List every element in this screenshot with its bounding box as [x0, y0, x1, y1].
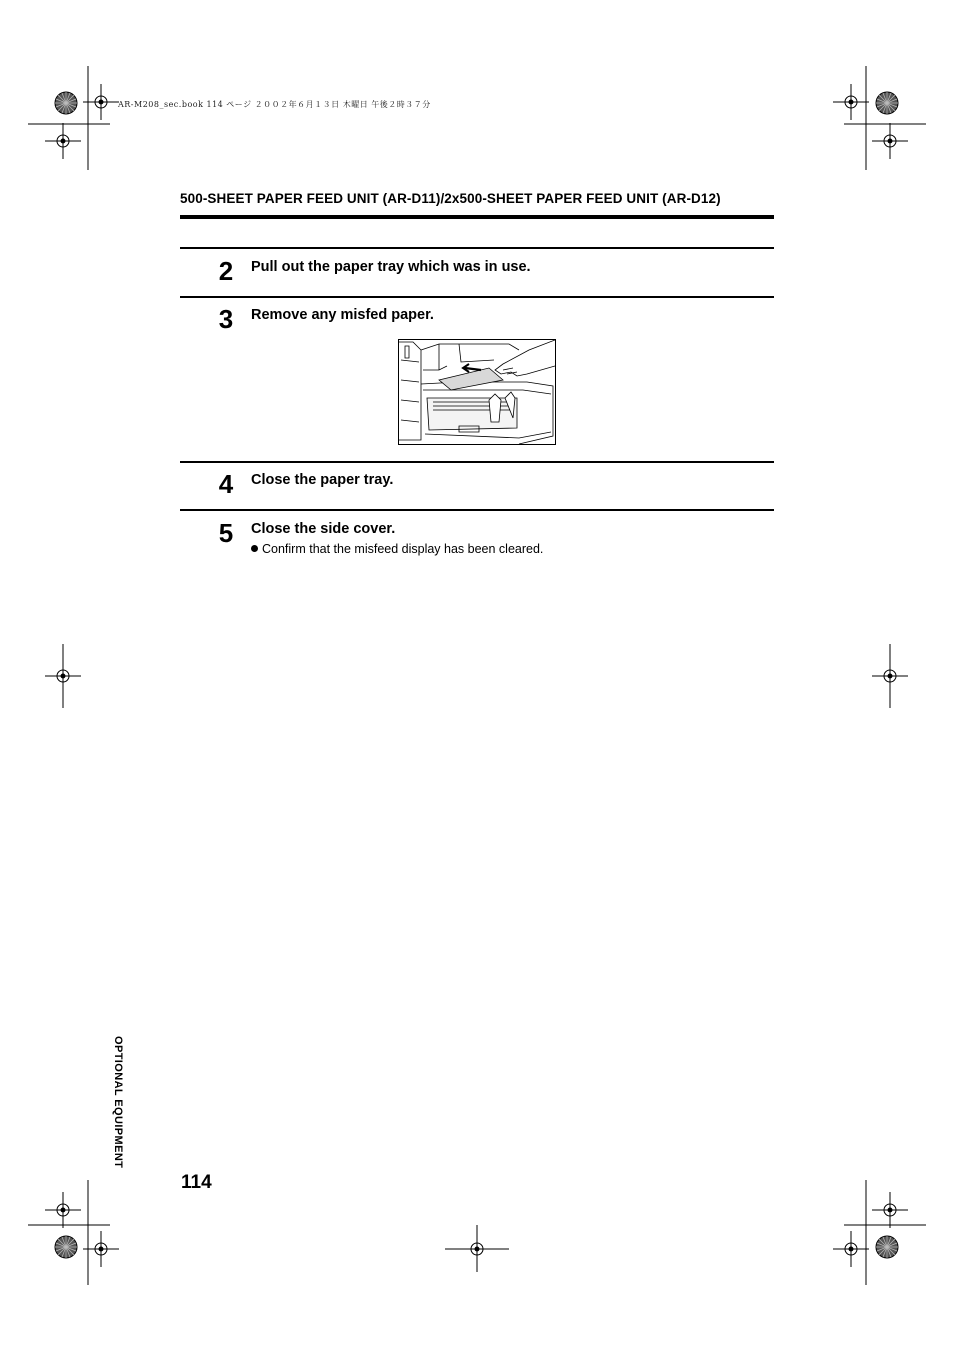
step-divider	[180, 461, 774, 463]
step-number: 5	[218, 518, 234, 548]
step-divider	[180, 296, 774, 298]
section-side-label: OPTIONAL EQUIPMENT	[112, 1036, 124, 1169]
step-instruction: Pull out the paper tray which was in use.	[251, 259, 531, 275]
step-divider	[180, 509, 774, 511]
step-instruction: Close the side cover.	[251, 521, 396, 537]
misfed-paper-illustration	[398, 339, 556, 445]
step-note	[251, 542, 543, 556]
step-instruction: Remove any misfed paper.	[251, 307, 434, 323]
page-header-title: 500-SHEET PAPER FEED UNIT (AR-D11)/2x500-SHEET PAPER FEED UNIT (AR-D12)	[180, 191, 721, 206]
step-number: 3	[218, 304, 234, 334]
step-number: 4	[218, 469, 234, 499]
step-instruction: Close the paper tray.	[251, 472, 394, 488]
step-note-text: Confirm that the misfeed display has been cleared.	[262, 542, 544, 556]
page-number: 114	[181, 1172, 212, 1193]
header-rule	[180, 215, 774, 219]
step-number: 2	[218, 256, 234, 286]
print-info: AR-M208_sec.book 114 ページ ２００２年６月１３日 木曜日 午後２時３７分	[118, 100, 431, 109]
step-divider	[180, 247, 774, 249]
bullet-icon	[251, 545, 258, 552]
